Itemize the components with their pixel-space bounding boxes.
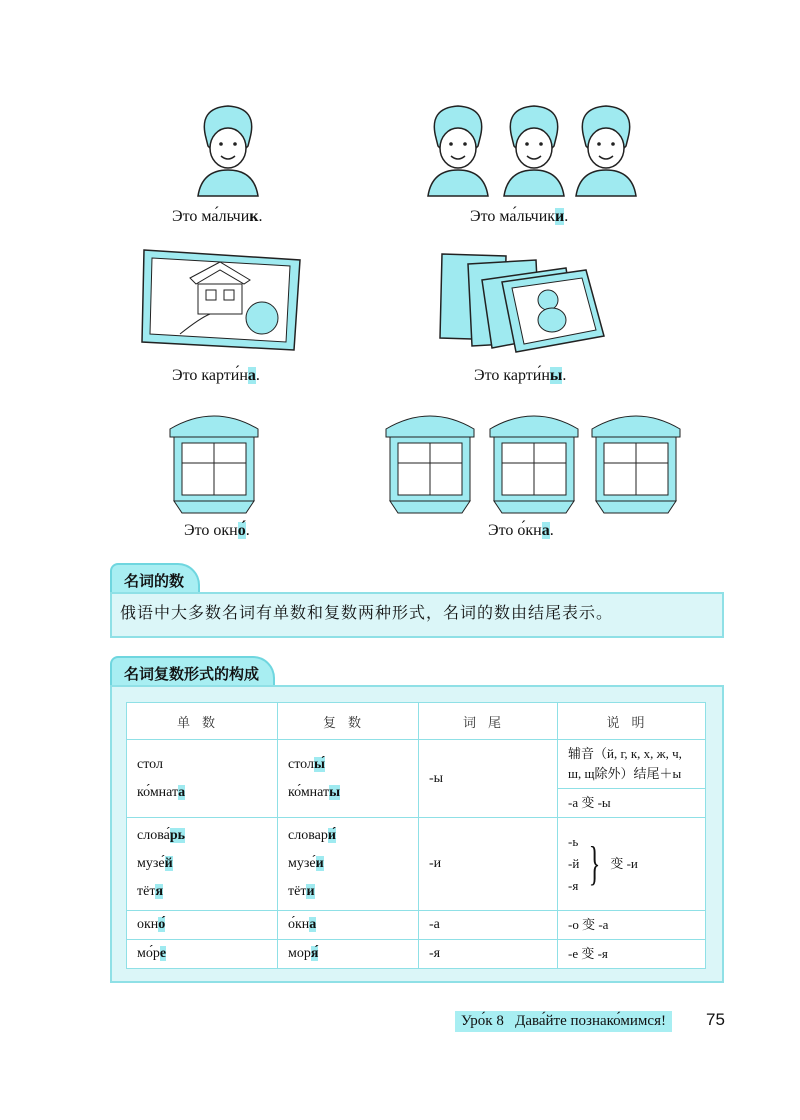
caption-windows-plural: Это о́кна. (488, 522, 554, 539)
boy-illustration-singular (188, 98, 268, 198)
ending-cell: -и (419, 818, 558, 911)
section-title-noun-number: 名词的数 (110, 563, 200, 595)
header-plural: 复数 (278, 703, 419, 740)
ending-cell: -я (419, 940, 558, 969)
caption-pictures-plural: Это карти́ны. (474, 367, 567, 384)
lesson-number: Уро́к 8 (461, 1013, 504, 1029)
explanation-cell: -а 变 -ы (558, 789, 706, 818)
table-row (127, 911, 706, 940)
plural-cell: столы́ ко́мнаты (278, 740, 419, 818)
windows-illustration-plural (384, 407, 684, 515)
header-ending: 词尾 (419, 703, 558, 740)
table-row (127, 818, 706, 911)
boys-illustration-plural (418, 98, 638, 198)
explanation-cell: -о 变 -а (558, 911, 706, 940)
plural-cell: словари́ музе́и тёти (278, 818, 419, 911)
explanation-cell: -ь -й -я } 变 -и (558, 818, 706, 911)
window-illustration-singular (168, 407, 260, 515)
ending-cell: -а (419, 911, 558, 940)
lesson-footer (455, 1011, 672, 1032)
lesson-title: Дава́йте познако́мимся! (515, 1013, 666, 1029)
noun-number-rule-text: 俄语中大多数名词有单数和复数两种形式，名词的数由结尾表示。 (120, 603, 614, 622)
brace-icon: } (589, 837, 601, 890)
table-header-row (127, 703, 706, 740)
caption-picture-singular: Это карти́на. (172, 367, 260, 384)
caption-boys-plural: Это ма́льчики. (470, 208, 569, 225)
plural-cell: моря́ (278, 940, 419, 969)
table-row (127, 940, 706, 969)
singular-cell: мо́ре (127, 940, 278, 969)
section-title-plural-formation: 名词复数形式的构成 (110, 656, 275, 688)
table-row (127, 740, 706, 789)
header-explanation: 说明 (558, 703, 706, 740)
caption-window-singular: Это окно́. (184, 522, 250, 539)
explanation-cell: 辅音（й, г, к, х, ж, ч, ш, щ除外）结尾＋ы (558, 740, 706, 789)
pictures-stack-illustration (436, 250, 616, 355)
singular-cell: слова́рь музе́й тётя (127, 818, 278, 911)
caption-boy-singular: Это ма́льчик. (172, 208, 263, 225)
singular-cell: стол ко́мната (127, 740, 278, 818)
explanation-cell: -е 变 -я (558, 940, 706, 969)
ending-cell: -ы (419, 740, 558, 818)
plural-cell: о́кна (278, 911, 419, 940)
plural-formation-table (126, 702, 706, 969)
house-picture-illustration (140, 248, 305, 353)
page-number: 75 (706, 1010, 725, 1029)
header-singular: 单数 (127, 703, 278, 740)
singular-cell: окно́ (127, 911, 278, 940)
